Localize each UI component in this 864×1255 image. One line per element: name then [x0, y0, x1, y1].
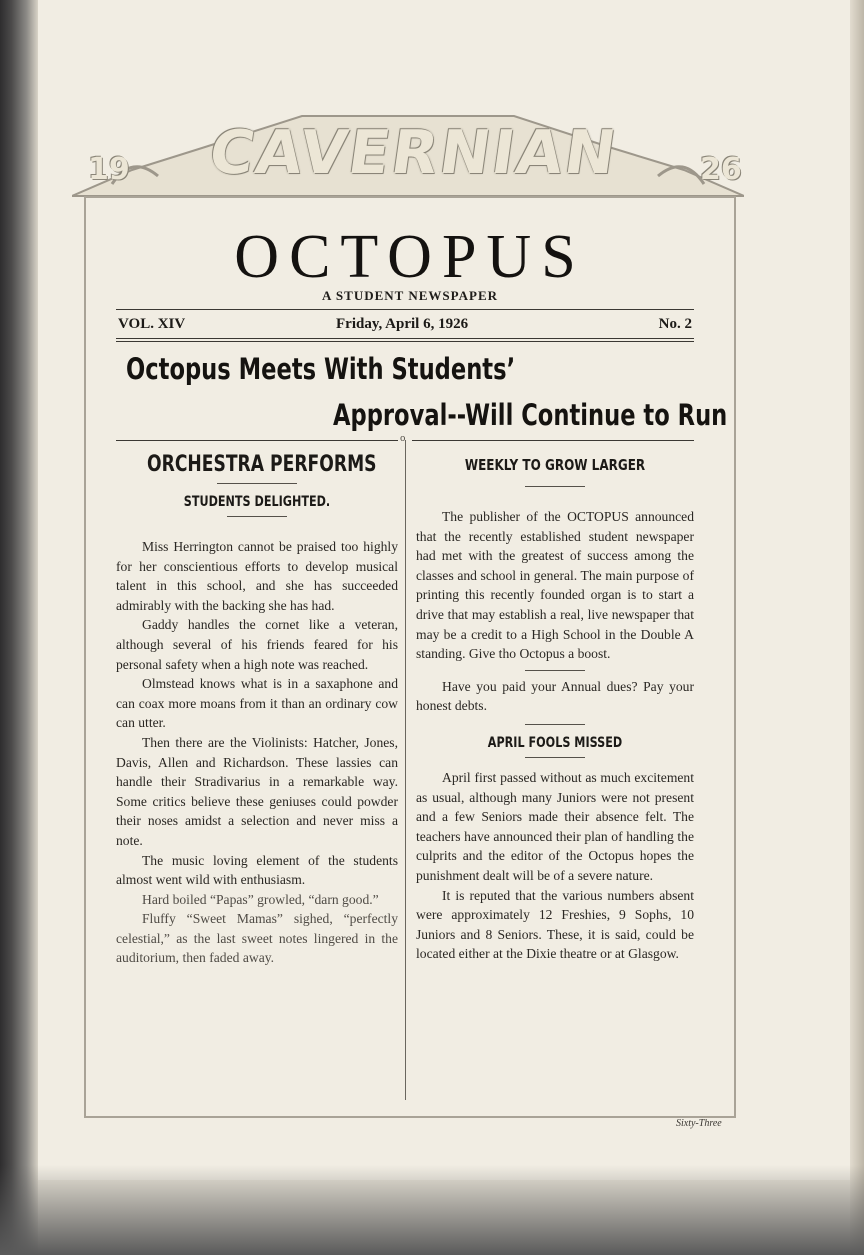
bottom-shadow: [0, 1165, 864, 1255]
orchestra-article: [116, 537, 398, 968]
left-column: [116, 450, 398, 968]
main-headline-line1: Octopus Meets With Students’: [126, 352, 516, 386]
paragraph: Hard boiled “Papas” growled, “darn good.”: [142, 891, 379, 907]
column-ornament: o: [400, 434, 406, 444]
april-fools-article: [416, 768, 694, 964]
paragraph: The music loving element of the students almost went wild with enthusiasm.: [116, 852, 398, 888]
paragraph: Have you paid your Annual dues? Pay your honest debts.: [416, 678, 694, 714]
paragraph: Miss Herrington cannot be praised too highly for her conscientious efforts to develop musical talent in this school, and she has succeeded admirably with the backing she has had.: [116, 539, 398, 613]
newspaper-subtitle: A STUDENT NEWSPAPER: [322, 288, 498, 303]
rule-double-2: [116, 341, 694, 342]
issue-number: No. 2: [658, 316, 692, 332]
weekly-heading: WEEKLY TO GROW LARGER: [464, 456, 646, 474]
dues-notice: [416, 677, 694, 716]
issue-date: Friday, April 6, 1926: [336, 316, 469, 332]
paragraph: Olmstead knows what is in a saxaphone and can coax more moans from it than an ordinary cow can utter.: [116, 676, 398, 731]
rule-col-left: [116, 440, 398, 441]
orchestra-subheading: STUDENTS DELIGHTED.: [183, 494, 331, 510]
page-edge: [850, 0, 864, 1255]
banner-year-right: 26: [700, 152, 742, 187]
weekly-article: [416, 507, 694, 664]
paragraph: Fluffy “Sweet Mamas” sighed, “perfectly celestial,” as the last sweet notes lingered in the auditorium, then faded away.: [116, 911, 398, 966]
section-rule: [525, 670, 585, 671]
rule-col-right: [412, 440, 694, 441]
heading-rule: [525, 757, 585, 758]
book-binding-shadow: [0, 0, 38, 1255]
main-headline-line2: Approval--Will Continue to Run: [333, 398, 728, 432]
orchestra-heading: ORCHESTRA PERFORMS: [147, 452, 377, 477]
newspaper-title: OCTOPUS: [234, 223, 586, 291]
section-rule: [525, 724, 585, 725]
banner-title: CAVERNIAN: [205, 118, 623, 188]
paragraph: Gaddy handles the cornet like a veteran, although several of his friends feared for his personal safety when a high note was reached.: [116, 617, 398, 672]
column-divider: [405, 440, 406, 1100]
april-fools-heading: APRIL FOOLS MISSED: [487, 734, 623, 751]
rule-top: [116, 309, 694, 310]
paragraph: It is reputed that the various numbers absent were approximately 12 Freshies, 9 Sophs, 10 Juniors and 8 Seniors. These, it is said, could be located either at the Dixie theatre or at Glasgow.: [416, 887, 694, 962]
right-column: [416, 450, 694, 964]
volume-label: VOL. XIV: [118, 316, 186, 332]
paragraph: The publisher of the OCTOPUS announced that the recently established student newspaper had met with the greatest of success among the classes and school in general. The main purpose of printing this recently founded organ is to start a drive that may establish a real, live newspaper that may be a credit to a High School in the Double A standing. Give tho Octopus a boost.: [416, 509, 694, 662]
heading-rule: [217, 483, 297, 484]
rule-double-1: [116, 338, 694, 339]
paragraph: April first passed without as much excitement as usual, although many Juniors were not present and a few Seniors made their absence felt. The teachers have announced their plan of handling the culprits and the editor of the Octopus hopes the punishment dealt will be of a severe nature.: [416, 769, 694, 883]
page-number: Sixty-Three: [676, 1118, 722, 1129]
dateline: [116, 314, 694, 336]
banner-year-left: 19: [88, 152, 130, 187]
paragraph: Then there are the Violinists: Hatcher, Jones, Davis, Allen and Richardson. These lassies can handle their Stradivarius in a remarkable way. Some critics believe these geniuses could powder their noses amidst a selection and never miss a note.: [116, 734, 398, 848]
heading-rule: [525, 486, 585, 487]
subheading-rule: [227, 516, 287, 517]
